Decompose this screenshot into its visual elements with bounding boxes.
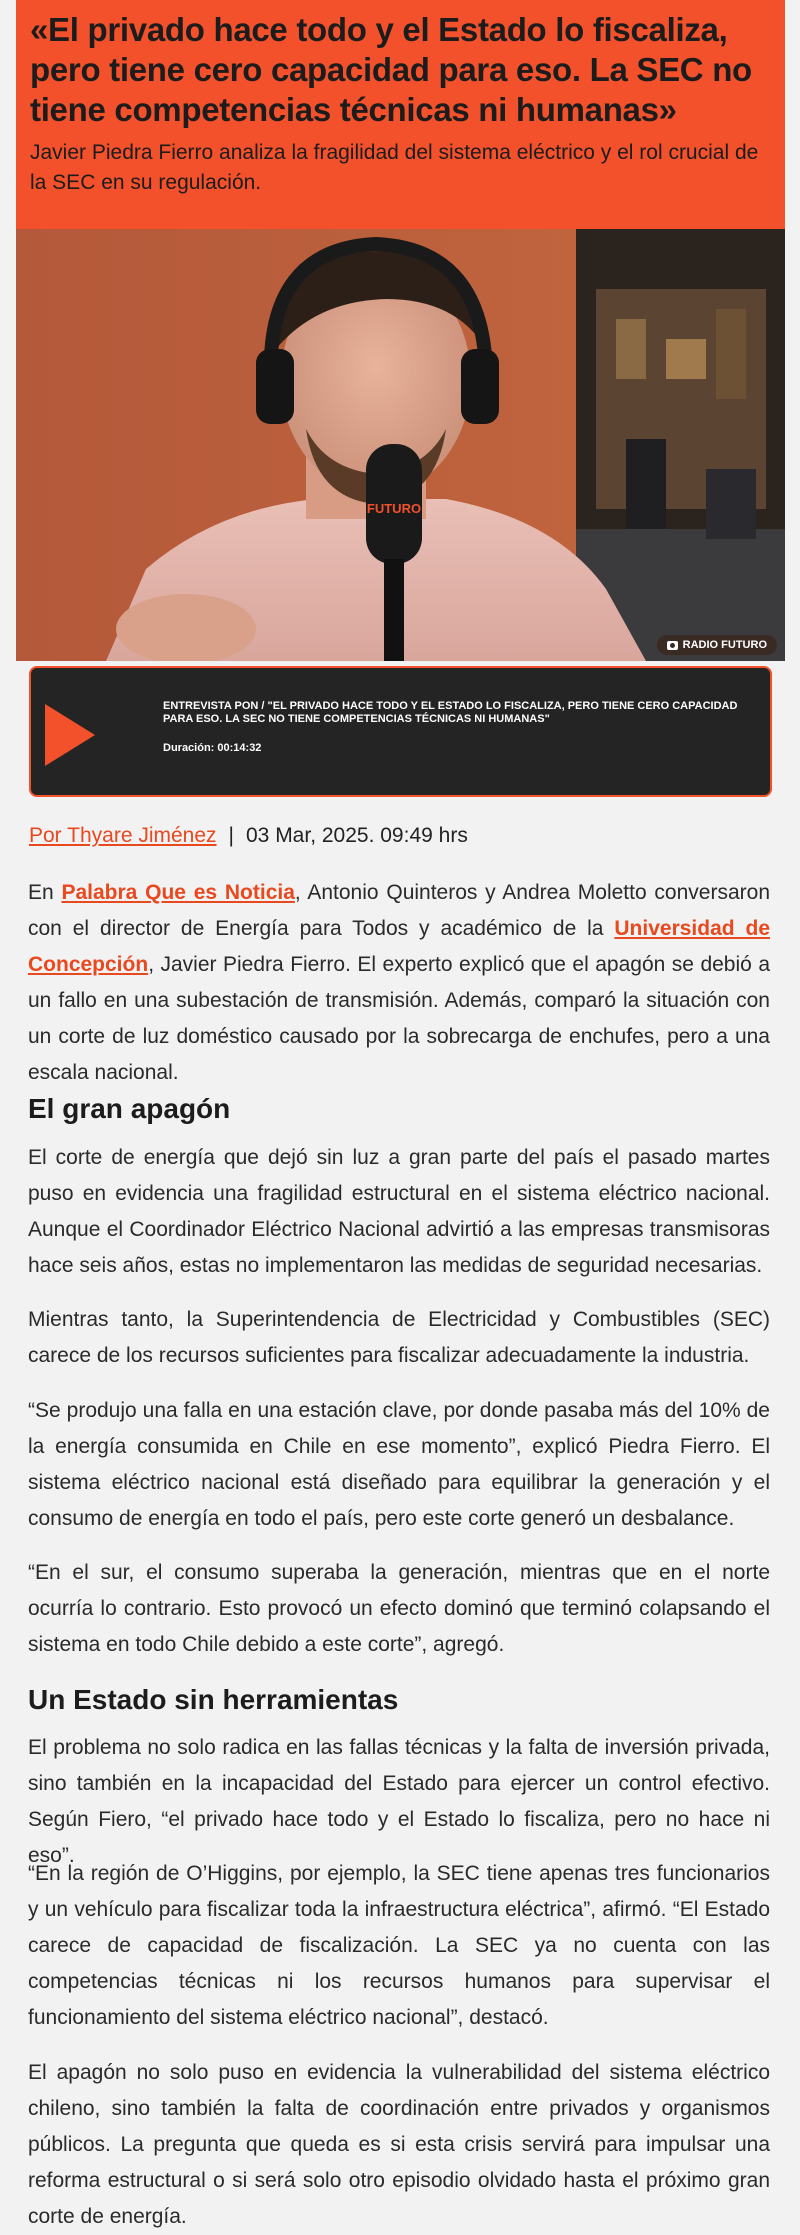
section-heading: El gran apagón <box>28 1093 231 1124</box>
byline-separator: | <box>228 824 234 847</box>
photo-credit <box>657 635 777 655</box>
author-link[interactable]: Por Thyare Jiménez <box>29 824 217 847</box>
photo-credit-text: RADIO FUTURO <box>682 639 767 651</box>
audio-duration: Duración: 00:14:32 <box>163 742 262 754</box>
paragraph: El apagón no solo puso en evidencia la vulnerabilidad del sistema eléctrico chileno, sino también la falta de coordinación entre privados y organismos públicos. La pregunta que queda es si esta crisis servirá para impulsar una reforma estructural o si será solo otro episodio olvidado hasta el próximo gran corte de energía. <box>28 2061 770 2228</box>
section-heading: Un Estado sin herramientas <box>28 1684 399 1715</box>
paragraph: El corte de energía que dejó sin luz a gran parte del país el pasado martes puso en evidencia una fragilidad estructural en el sistema eléctrico nacional. Aunque el Coordinador Eléctrico Nacional advirtió a las empresas transmisoras hace seis años, estas no implementaron las medidas de seguridad necesarias. <box>28 1146 770 1277</box>
section1-p1-block <box>28 1140 770 1284</box>
section2-p2-block <box>28 1856 770 2036</box>
section2-p3-block <box>28 2055 770 2235</box>
play-icon <box>45 704 95 766</box>
camera-icon <box>667 641 678 650</box>
section-estado-sin-herramientas <box>28 1682 770 1718</box>
article-header <box>16 0 785 229</box>
article-photo <box>16 229 785 661</box>
interview-photo <box>16 229 785 661</box>
intro-paragraph <box>28 875 770 1091</box>
palabra-link[interactable]: Palabra Que es Noticia <box>61 881 295 904</box>
publish-date: 03 Mar, 2025. 09:49 hrs <box>246 824 468 847</box>
section2-p1-block <box>28 1730 770 1874</box>
section1-p3-block <box>28 1393 770 1537</box>
intro-text-3: , Javier Piedra Fierro. El experto explicó que el apagón se debió a un fallo en una subestación de transmisión. Además, comparó la situación con un corte de luz doméstico causado por la sobrecarga de enchufes, pero a una escala nacional. <box>28 953 770 1084</box>
paragraph: “Se produjo una falla en una estación clave, por donde pasaba más del 10% de la energía consumida en Chile en ese momento”, explicó Piedra Fierro. El sistema eléctrico nacional está diseñado para equilibrar la generación y el consumo de energía en todo el país, pero este corte generó un desbalance. <box>28 1399 770 1530</box>
intro-text-1: En <box>28 881 62 904</box>
paragraph: “En el sur, el consumo superaba la generación, mientras que en el norte ocurría lo contrario. Esto provocó un efecto dominó que terminó colapsando el sistema en todo Chile debido a este corte”, agregó. <box>28 1561 770 1656</box>
paragraph: El problema no solo radica en las fallas técnicas y la falta de inversión privada, sino también en la incapacidad del Estado para ejercer un control efectivo. Según Fiero, “el privado hace todo y el Estado lo fiscaliza, pero no hace ni eso”. <box>28 1736 770 1867</box>
paragraph: “En la región de O’Higgins, por ejemplo, la SEC tiene apenas tres funcionarios y un vehículo para fiscalizar toda la infraestructura eléctrica”, afirmó. “El Estado carece de capacidad de fiscalización. La SEC ya no cuenta con las competencias técnicas ni los recursos humanos para supervisar el funcionamiento del sistema eléctrico nacional”, destacó. <box>28 1862 770 2029</box>
section1-p4-block <box>28 1555 770 1663</box>
audio-title: ENTREVISTA PON / "EL PRIVADO HACE TODO Y EL ESTADO LO FISCALIZA, PERO TIENE CERO CAPACIDAD PARA ESO. LA SEC NO TIENE COMPETENCIAS TÉCNICAS NI HUMANAS" <box>163 700 738 725</box>
subheadline: Javier Piedra Fierro analiza la fragilidad del sistema eléctrico y el rol crucial de la SEC en su regulación. <box>30 141 759 194</box>
audio-player <box>29 666 772 797</box>
intro-text-2: , Antonio Quinteros y Andrea Moletto conversaron con el director de Energía para Todos y académico de la <box>28 881 770 940</box>
headline: «El privado hace todo y el Estado lo fiscaliza, pero tiene cero capacidad para eso. La SEC no tiene competencias técnicas ni humanas» <box>30 11 752 128</box>
universidad-link[interactable]: Universidad de Concepción <box>28 917 770 976</box>
section1-p2-block <box>28 1302 770 1374</box>
paragraph: Mientras tanto, la Superintendencia de Electricidad y Combustibles (SEC) carece de los recursos suficientes para fiscalizar adecuadamente la industria. <box>28 1308 770 1367</box>
section-gran-apagon <box>28 1091 770 1127</box>
intro-paragraph-block <box>28 875 770 1091</box>
play-button[interactable] <box>41 698 101 770</box>
mic-label: FUTURO <box>366 501 422 516</box>
byline <box>29 822 468 850</box>
